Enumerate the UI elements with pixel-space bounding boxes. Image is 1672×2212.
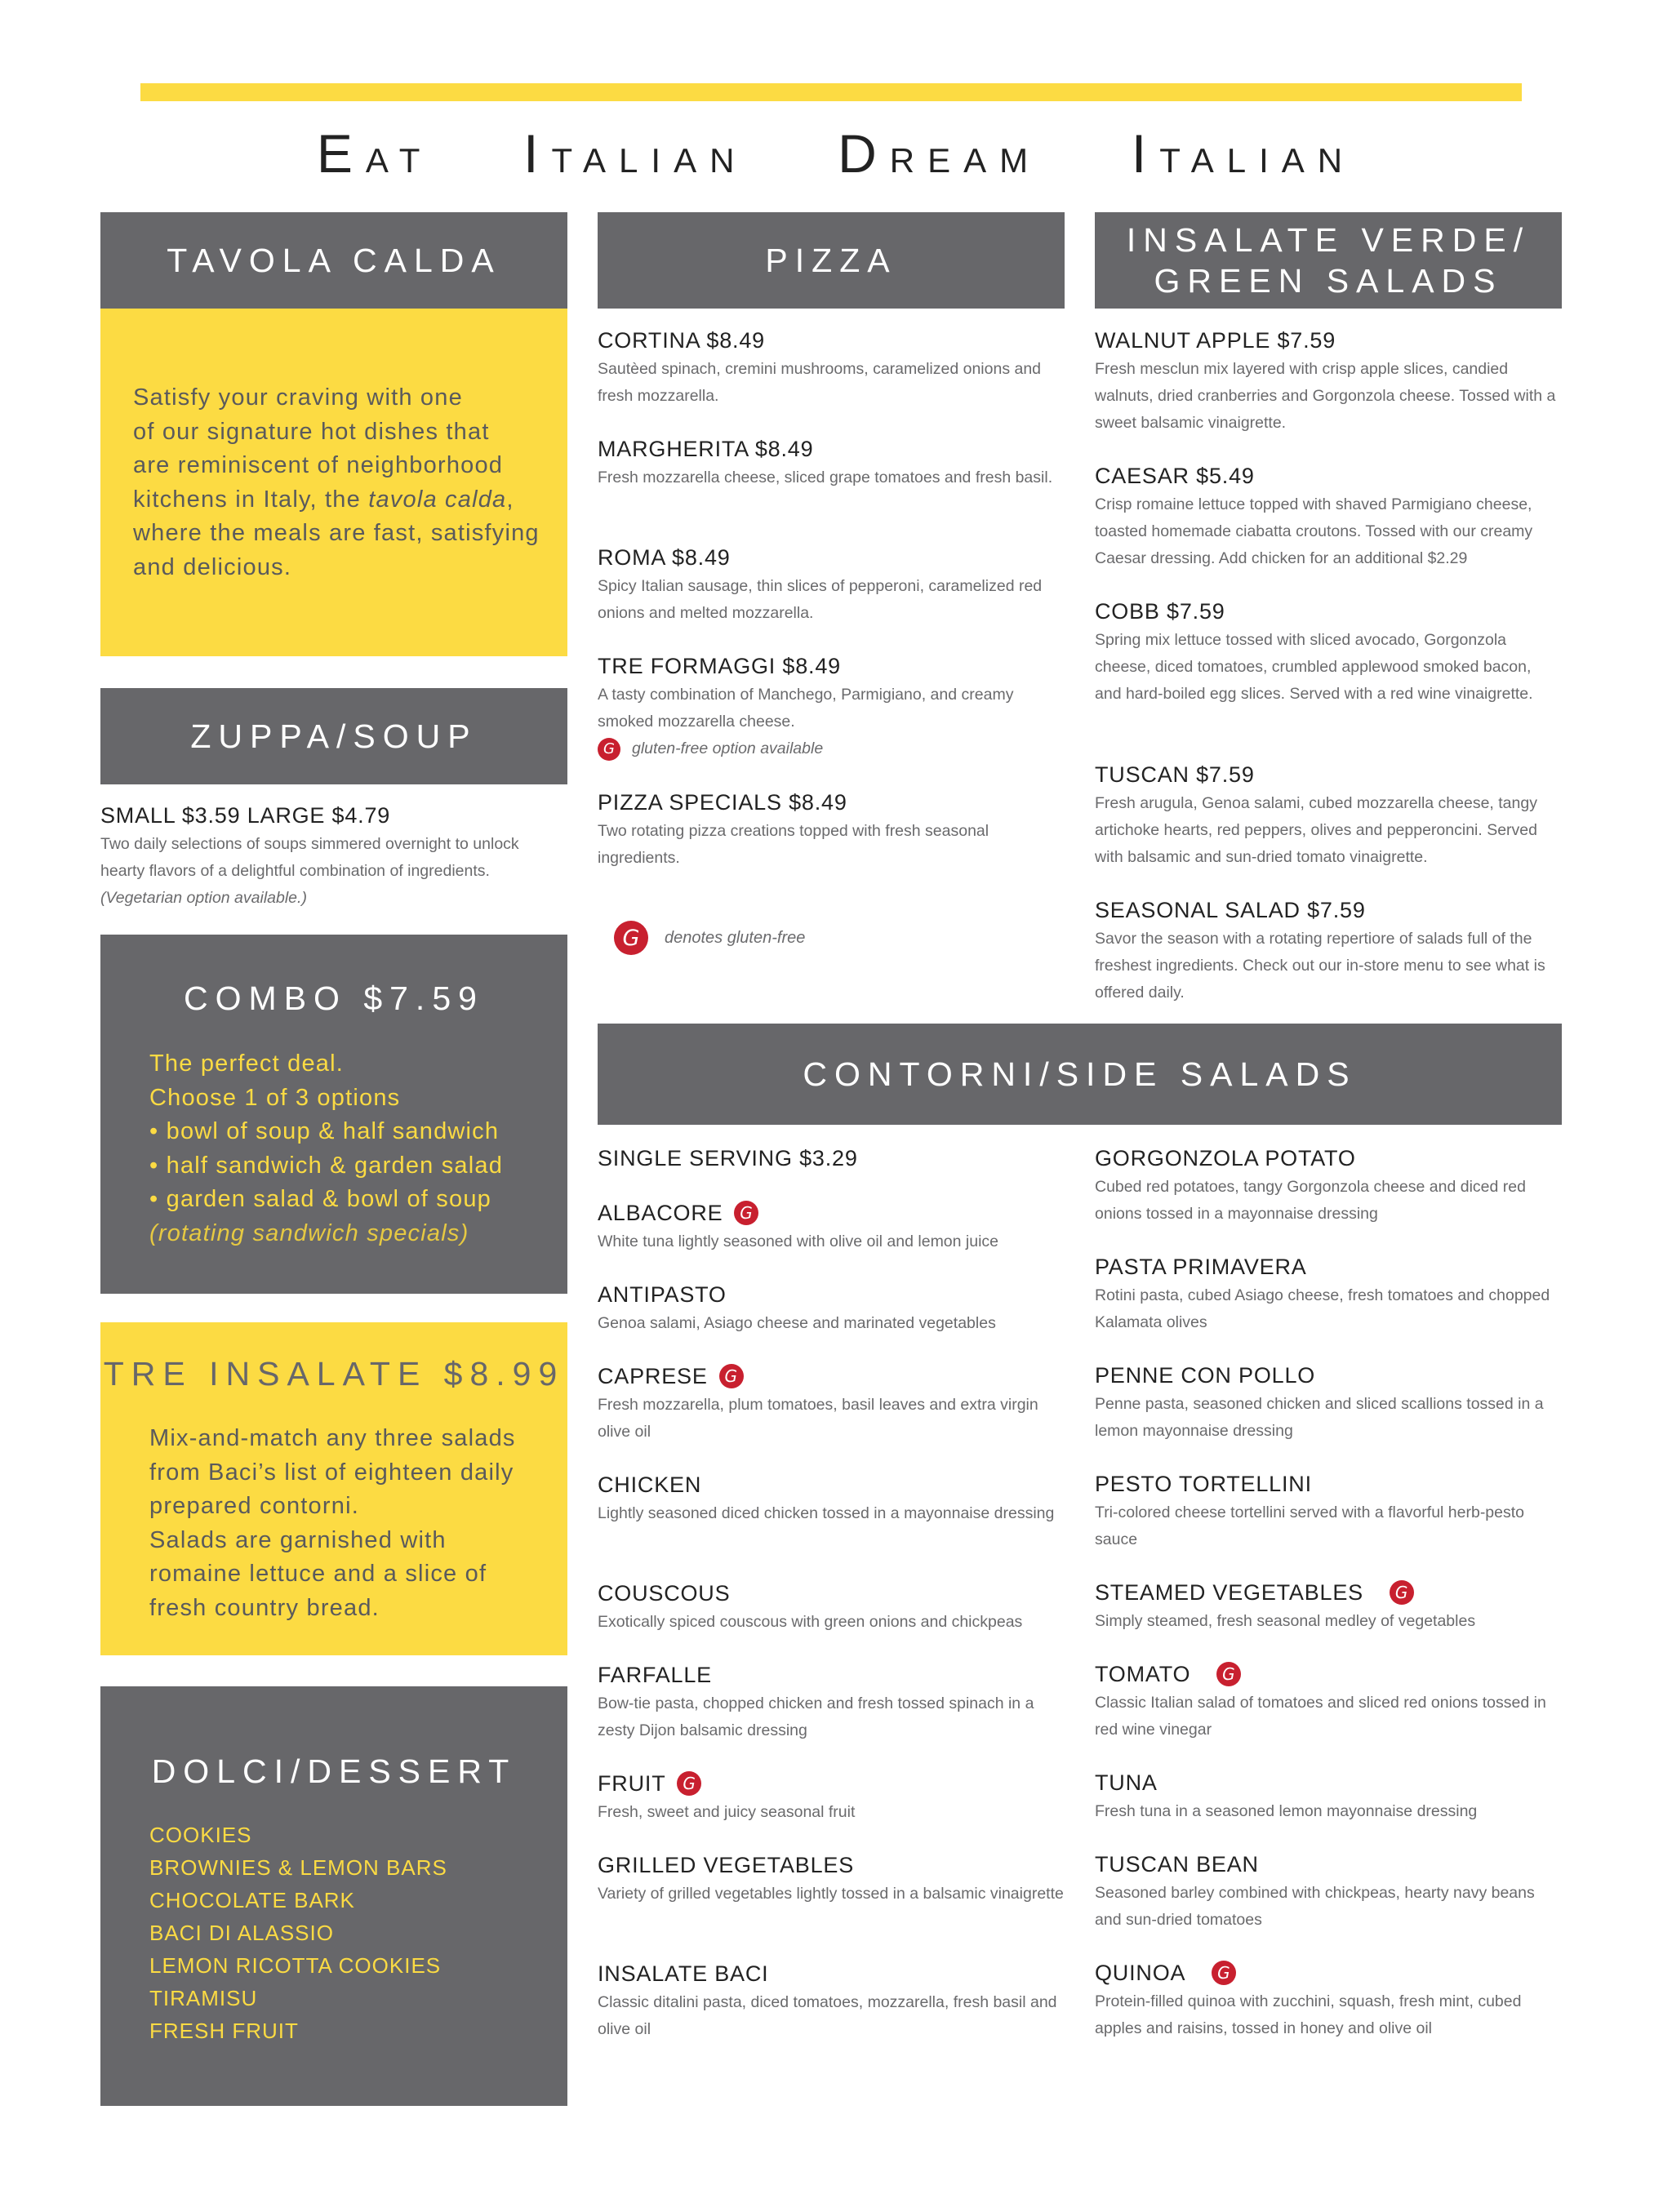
item-name: GRILLED VEGETABLES: [598, 1853, 855, 1877]
gluten-free-icon: G: [677, 1771, 701, 1796]
item-name: [598, 1362, 1065, 1390]
item-desc: Rotini pasta, cubed Asiago cheese, fresh tomatoes and chopped Kalamata olives: [1095, 1286, 1550, 1331]
item-desc: Fresh mozzarella, plum tomatoes, basil leaves and extra virgin olive oil: [598, 1396, 1038, 1441]
pizza-item: [598, 544, 1065, 627]
item-name: CAESAR $5.49: [1095, 464, 1255, 488]
item-name: PASTA PRIMAVERA: [1095, 1255, 1307, 1279]
contorni-item: [1095, 1579, 1562, 1635]
item-desc: Fresh mozzarella cheese, sliced grape tomatoes and fresh basil.: [598, 469, 1053, 486]
title-word: REAM: [889, 141, 1042, 180]
gluten-free-icon: G: [1216, 1662, 1241, 1686]
dolci-list: [149, 1819, 541, 2047]
contorni-item: [598, 1770, 1065, 1826]
item-desc: A tasty combination of Manchego, Parmigiano, and creamy smoked mozzarella cheese.: [598, 686, 1014, 731]
item-desc: Genoa salami, Asiago cheese and marinated vegetables: [598, 1314, 996, 1332]
contorni-item: [598, 1579, 1065, 1636]
zuppa-prices: SMALL $3.59 LARGE $4.79: [100, 803, 391, 828]
pizza-item: [598, 652, 1065, 762]
item-name: TUSCAN BEAN: [1095, 1852, 1259, 1877]
item-name: TRE FORMAGGI $8.49: [598, 654, 841, 678]
combo-option: • bowl of soup & half sandwich: [149, 1118, 500, 1144]
item-name: MARGHERITA $8.49: [598, 437, 814, 461]
contorni-item: [1095, 1144, 1562, 1228]
title-initial: D: [838, 123, 890, 184]
contorni-item: [598, 1851, 1065, 1908]
gluten-free-icon: G: [719, 1364, 744, 1388]
tavola-calda-header: [100, 212, 567, 309]
title-initial: I: [523, 123, 552, 184]
item-desc: Seasoned barley combined with chickpeas, hearty navy beans and sun-dried tomatoes: [1095, 1884, 1535, 1929]
salad-item: [1095, 761, 1562, 871]
item-title: CAPRESE: [598, 1364, 708, 1388]
item-desc: White tuna lightly seasoned with olive oil and lemon juice: [598, 1233, 999, 1250]
item-desc: Tri-colored cheese tortellini served with a flavorful herb-pesto sauce: [1095, 1504, 1525, 1548]
item-name: GORGONZOLA POTATO: [1095, 1146, 1356, 1170]
intro-text: ,: [506, 486, 514, 513]
item-desc: Classic Italian salad of tomatoes and sliced red onions tossed in red wine vinegar: [1095, 1694, 1546, 1739]
combo-note: (rotating sandwich specials): [149, 1219, 469, 1246]
tre-line: from Baci’s list of eighteen daily: [149, 1459, 514, 1486]
item-desc: Spring mix lettuce tossed with sliced avocado, Gorgonzola cheese, diced tomatoes, crumbled applewood smoked bacon, and hard-boiled egg slices. Served with a red wine vinaigrette.: [1095, 631, 1533, 703]
contorni-item: [598, 1471, 1065, 1527]
item-title: QUINOA: [1095, 1961, 1186, 1985]
item-desc: Fresh tuna in a seasoned lemon mayonnaise dressing: [1095, 1802, 1478, 1820]
item-name: WALNUT APPLE $7.59: [1095, 328, 1336, 353]
tre-insalate-title: TRE INSALATE $8.99: [103, 1355, 565, 1392]
zuppa-desc: Two daily selections of soups simmered overnight to unlock hearty flavors of a delightful combination of ingredients.: [100, 835, 519, 880]
title-word: AT: [365, 141, 434, 180]
gluten-free-icon: G: [1390, 1580, 1414, 1605]
intro-line: are reminiscent of neighborhood: [133, 452, 504, 478]
item-name: PENNE CON POLLO: [1095, 1363, 1316, 1388]
item-desc: Bow-tie pasta, chopped chicken and fresh tossed spinach in a zesty Dijon balsamic dressing: [598, 1695, 1034, 1739]
item-name: [598, 1199, 1065, 1227]
contorni-item: [598, 1960, 1065, 2043]
combo-line: The perfect deal.: [149, 1050, 345, 1077]
contorni-item: [598, 1281, 1065, 1337]
item-title: FRUIT: [598, 1771, 666, 1796]
gluten-free-icon: G: [1212, 1961, 1236, 1985]
item-name: [1095, 1959, 1562, 1987]
intro-italic: tavola calda: [368, 486, 507, 513]
salads-title-line: INSALATE VERDE/: [1126, 221, 1531, 259]
intro-line: Satisfy your craving with one: [133, 384, 463, 411]
item-name: [1095, 1660, 1562, 1688]
item-desc: Classic ditalini pasta, diced tomatoes, mozzarella, fresh basil and olive oil: [598, 1993, 1057, 2038]
contorni-item: [1095, 1850, 1562, 1934]
zuppa-note: (Vegetarian option available.): [100, 889, 307, 907]
item-desc: Fresh, sweet and juicy seasonal fruit: [598, 1803, 856, 1821]
title-initial: E: [316, 123, 366, 184]
intro-line: of our signature hot dishes that: [133, 418, 490, 445]
tre-line: prepared contorni.: [149, 1493, 359, 1519]
item-name: ANTIPASTO: [598, 1282, 727, 1307]
item-title: TOMATO: [1095, 1662, 1191, 1686]
combo-option: • half sandwich & garden salad: [149, 1152, 504, 1179]
salad-item: [1095, 462, 1562, 572]
pizza-item: [598, 788, 1065, 872]
item-desc: Savor the season with a rotating repertiore of salads full of the freshest ingredients. Check out our in-store menu to see what is offered daily.: [1095, 930, 1545, 1002]
intro-line: where the meals are fast, satisfying: [133, 520, 540, 546]
contorni-item: [1095, 1959, 1562, 2042]
combo-option: • garden salad & bowl of soup: [149, 1186, 491, 1212]
item-name: TUSCAN $7.59: [1095, 762, 1255, 787]
gluten-free-legend: [614, 921, 805, 955]
salad-item: [1095, 597, 1562, 708]
contorni-item: [598, 1199, 1065, 1255]
gluten-free-icon: G: [734, 1201, 758, 1225]
top-accent-bar: [140, 83, 1522, 101]
item-name: [1095, 1579, 1562, 1606]
item-desc: Protein-filled quinoa with zucchini, squash, fresh mint, cubed apples and raisins, tossed in honey and olive oil: [1095, 1992, 1522, 2037]
single-serving-price: [598, 1144, 1065, 1172]
intro-line: [133, 483, 558, 517]
tre-insalate-desc: [149, 1422, 558, 1625]
salads-header: [1095, 212, 1562, 309]
tre-line: fresh country bread.: [149, 1594, 380, 1621]
item-desc: Fresh mesclun mix layered with crisp apple slices, candied walnuts, dried cranberries and Gorgonzola cheese. Tossed with a sweet balsamic vinaigrette.: [1095, 360, 1556, 432]
item-desc: Sautèed spinach, cremini mushrooms, caramelized onions and fresh mozzarella.: [598, 360, 1042, 405]
dessert-item: LEMON RICOTTA COOKIES: [149, 1953, 442, 1978]
item-name: CORTINA $8.49: [598, 328, 765, 353]
item-desc: Fresh arugula, Genoa salami, cubed mozzarella cheese, tangy artichoke hearts, red peppers, olives and pepperoncini. Served with balsamic and sun-dried tomato vinaigrette.: [1095, 794, 1537, 866]
tre-line: romaine lettuce and a slice of: [149, 1561, 487, 1587]
dolci-title: DOLCI/DESSERT: [151, 1752, 517, 1790]
item-name: TUNA: [1095, 1770, 1158, 1795]
salad-item: [1095, 896, 1562, 1006]
page-title: [0, 122, 1672, 184]
intro-line: and delicious.: [133, 553, 292, 580]
contorni-item: [1095, 1253, 1562, 1336]
dessert-item: BROWNIES & LEMON BARS: [149, 1855, 447, 1880]
pizza-title: PIZZA: [765, 242, 897, 279]
pizza-item: [598, 326, 1065, 410]
tre-line: Mix-and-match any three salads: [149, 1425, 516, 1451]
dessert-item: COOKIES: [149, 1823, 252, 1847]
item-name: CHICKEN: [598, 1472, 702, 1497]
item-name: ROMA $8.49: [598, 545, 731, 570]
note-text: gluten-free option available: [632, 740, 824, 757]
contorni-title: CONTORNI/SIDE SALADS: [803, 1055, 1357, 1093]
zuppa-header: [100, 688, 567, 784]
tavola-calda-intro: [133, 381, 558, 584]
item-name: SEASONAL SALAD $7.59: [1095, 898, 1366, 922]
item-title: ALBACORE: [598, 1201, 723, 1225]
zuppa-title: ZUPPA/SOUP: [190, 717, 478, 755]
contorni-item: [1095, 1470, 1562, 1553]
tre-line: Salads are garnished with: [149, 1526, 447, 1553]
item-desc: Cubed red potatoes, tangy Gorgonzola cheese and diced red onions tossed in a mayonnaise dressing: [1095, 1178, 1526, 1223]
dessert-item: FRESH FRUIT: [149, 2019, 299, 2043]
combo-line: Choose 1 of 3 options: [149, 1084, 401, 1111]
item-name: SINGLE SERVING $3.29: [598, 1146, 858, 1170]
combo-options: [149, 1047, 558, 1250]
gluten-free-icon: G: [614, 921, 648, 955]
item-name: PIZZA SPECIALS $8.49: [598, 790, 847, 815]
item-name: PESTO TORTELLINI: [1095, 1472, 1312, 1496]
item-desc: Penne pasta, seasoned chicken and sliced scallions tossed in a lemon mayonnaise dressing: [1095, 1395, 1544, 1440]
contorni-item: [598, 1362, 1065, 1446]
item-title: STEAMED VEGETABLES: [1095, 1580, 1363, 1605]
tavola-calda-title: TAVOLA CALDA: [167, 242, 501, 279]
zuppa-item: [100, 802, 567, 912]
gluten-free-note: [598, 735, 1065, 762]
item-name: FARFALLE: [598, 1663, 712, 1687]
pizza-header: [598, 212, 1065, 309]
item-name: COBB $7.59: [1095, 599, 1225, 624]
contorni-item: [1095, 1660, 1562, 1743]
contorni-item: [1095, 1361, 1562, 1445]
item-name: INSALATE BACI: [598, 1961, 769, 1986]
gluten-free-icon: G: [598, 738, 620, 761]
dessert-item: CHOCOLATE BARK: [149, 1888, 355, 1912]
item-desc: Simply steamed, fresh seasonal medley of vegetables: [1095, 1612, 1476, 1630]
contorni-item: [598, 1661, 1065, 1744]
dessert-item: TIRAMISU: [149, 1986, 258, 2010]
combo-title: COMBO $7.59: [184, 979, 484, 1017]
title-initial: I: [1131, 123, 1160, 184]
dessert-item: BACI DI ALASSIO: [149, 1921, 334, 1945]
contorni-item: [1095, 1769, 1562, 1825]
item-desc: Variety of grilled vegetables lightly tossed in a balsamic vinaigrette: [598, 1885, 1064, 1903]
pizza-item: [598, 435, 1065, 491]
item-desc: Lightly seasoned diced chicken tossed in a mayonnaise dressing: [598, 1504, 1055, 1522]
salads-title-line: GREEN SALADS: [1154, 262, 1503, 300]
contorni-header: [598, 1024, 1562, 1125]
item-desc: Two rotating pizza creations topped with fresh seasonal ingredients.: [598, 822, 989, 867]
item-desc: Spicy Italian sausage, thin slices of pepperoni, caramelized red onions and melted mozzarella.: [598, 577, 1043, 622]
item-desc: Exotically spiced couscous with green onions and chickpeas: [598, 1613, 1023, 1631]
item-name: COUSCOUS: [598, 1581, 731, 1606]
salad-item: [1095, 326, 1562, 437]
legend-text: denotes gluten-free: [665, 928, 806, 947]
item-name: [598, 1770, 1065, 1797]
item-desc: Crisp romaine lettuce topped with shaved Parmigiano cheese, toasted homemade ciabatta croutons. Tossed with our creamy Caesar dressing. Add chicken for an additional $2.29: [1095, 495, 1533, 567]
intro-text: kitchens in Italy, the: [133, 486, 369, 513]
title-word: TALIAN: [551, 141, 748, 180]
title-word: TALIAN: [1159, 141, 1356, 180]
